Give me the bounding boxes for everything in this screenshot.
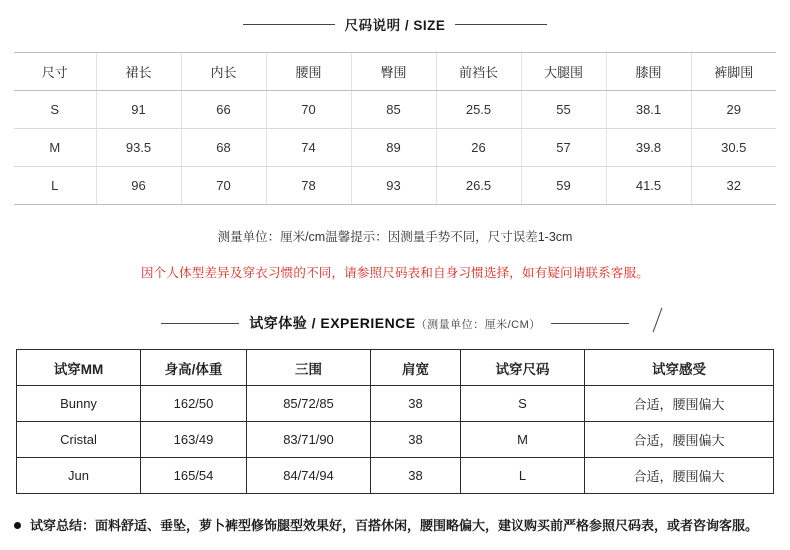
size-cell: 85: [351, 91, 436, 129]
experience-cell: 合适，腰围偏大: [585, 458, 774, 494]
size-col-header: 内长: [181, 53, 266, 91]
size-guide-page: [0, 14, 790, 550]
size-cell: 32: [691, 167, 776, 205]
size-cell: 96: [96, 167, 181, 205]
heading-rule-left: [243, 24, 335, 25]
table-row: [14, 167, 776, 205]
experience-cell: 合适，腰围偏大: [585, 422, 774, 458]
experience-cell: Jun: [17, 458, 141, 494]
size-col-header: 腰围: [266, 53, 351, 91]
experience-cell: Bunny: [17, 386, 141, 422]
size-cell: 39.8: [606, 129, 691, 167]
try-on-summary-text: 试穿总结：面料舒适、垂坠，萝卜裤型修饰腿型效果好，百搭休闲，腰围略偏大，建议购买前严格参照尺码表，或者咨询客服。: [30, 518, 759, 533]
experience-cell: 163/49: [141, 422, 247, 458]
size-col-header: 大腿围: [521, 53, 606, 91]
heading-rule-right: [551, 323, 629, 324]
size-section-heading: [0, 14, 790, 34]
experience-cell: 合适，腰围偏大: [585, 386, 774, 422]
experience-cell: 83/71/90: [247, 422, 371, 458]
experience-cell: 38: [371, 422, 461, 458]
size-cell: 89: [351, 129, 436, 167]
size-cell: 30.5: [691, 129, 776, 167]
experience-cell: Cristal: [17, 422, 141, 458]
heading-rule-right: [455, 24, 547, 25]
experience-col-header: 试穿尺码: [461, 350, 585, 386]
size-cell: 59: [521, 167, 606, 205]
heading-slash-decoration: [653, 308, 663, 333]
size-cell: 26: [436, 129, 521, 167]
table-row: [17, 458, 774, 494]
size-cell: 57: [521, 129, 606, 167]
experience-table-header-row: [17, 350, 774, 386]
experience-section-heading: [0, 313, 790, 333]
experience-heading-cn: 试穿体验: [249, 315, 308, 331]
experience-col-header: 身高/体重: [141, 350, 247, 386]
size-heading-text: 尺码说明 / SIZE: [344, 18, 446, 33]
table-row: [17, 422, 774, 458]
experience-cell: 38: [371, 458, 461, 494]
experience-cell: S: [461, 386, 585, 422]
size-cell: M: [14, 129, 96, 167]
bullet-icon: [14, 522, 21, 529]
experience-cell: 165/54: [141, 458, 247, 494]
experience-cell: 162/50: [141, 386, 247, 422]
size-table: [14, 52, 776, 205]
try-on-summary: [14, 514, 778, 538]
size-cell: 93: [351, 167, 436, 205]
size-col-header: 裙长: [96, 53, 181, 91]
heading-rule-left: [161, 323, 239, 324]
size-col-header: 臀围: [351, 53, 436, 91]
experience-cell: M: [461, 422, 585, 458]
size-cell: 25.5: [436, 91, 521, 129]
size-cell: 93.5: [96, 129, 181, 167]
experience-col-header: 三围: [247, 350, 371, 386]
size-cell: S: [14, 91, 96, 129]
size-warning-note: 因个人体型差异及穿衣习惯的不同，请参照尺码表和自身习惯选择，如有疑问请联系客服。: [140, 266, 649, 280]
size-cell: 26.5: [436, 167, 521, 205]
table-row: [14, 129, 776, 167]
size-col-header: 前裆长: [436, 53, 521, 91]
size-cell: 70: [181, 167, 266, 205]
size-cell: 70: [266, 91, 351, 129]
experience-cell: 84/74/94: [247, 458, 371, 494]
experience-heading-en: EXPERIENCE: [320, 315, 416, 331]
size-cell: 55: [521, 91, 606, 129]
size-col-header: 裤脚围: [691, 53, 776, 91]
size-cell: 29: [691, 91, 776, 129]
experience-heading-slash: /: [311, 315, 316, 331]
experience-cell: 85/72/85: [247, 386, 371, 422]
size-cell: 66: [181, 91, 266, 129]
experience-col-header: 试穿MM: [17, 350, 141, 386]
experience-cell: 38: [371, 386, 461, 422]
size-cell: L: [14, 167, 96, 205]
size-col-header: 尺寸: [14, 53, 96, 91]
size-table-header-row: [14, 53, 776, 91]
size-cell: 41.5: [606, 167, 691, 205]
experience-table: [16, 349, 774, 494]
experience-col-header: 试穿感受: [585, 350, 774, 386]
measurement-unit-note: 测量单位：厘米/cm温馨提示：因测量手势不同，尺寸误差1-3cm: [217, 230, 573, 244]
table-row: [14, 91, 776, 129]
size-cell: 38.1: [606, 91, 691, 129]
table-row: [17, 386, 774, 422]
size-cell: 91: [96, 91, 181, 129]
size-cell: 74: [266, 129, 351, 167]
size-col-header: 膝围: [606, 53, 691, 91]
experience-heading-unit: （测量单位：厘米/CM）: [415, 319, 541, 331]
experience-col-header: 肩宽: [371, 350, 461, 386]
experience-cell: L: [461, 458, 585, 494]
size-cell: 68: [181, 129, 266, 167]
size-cell: 78: [266, 167, 351, 205]
